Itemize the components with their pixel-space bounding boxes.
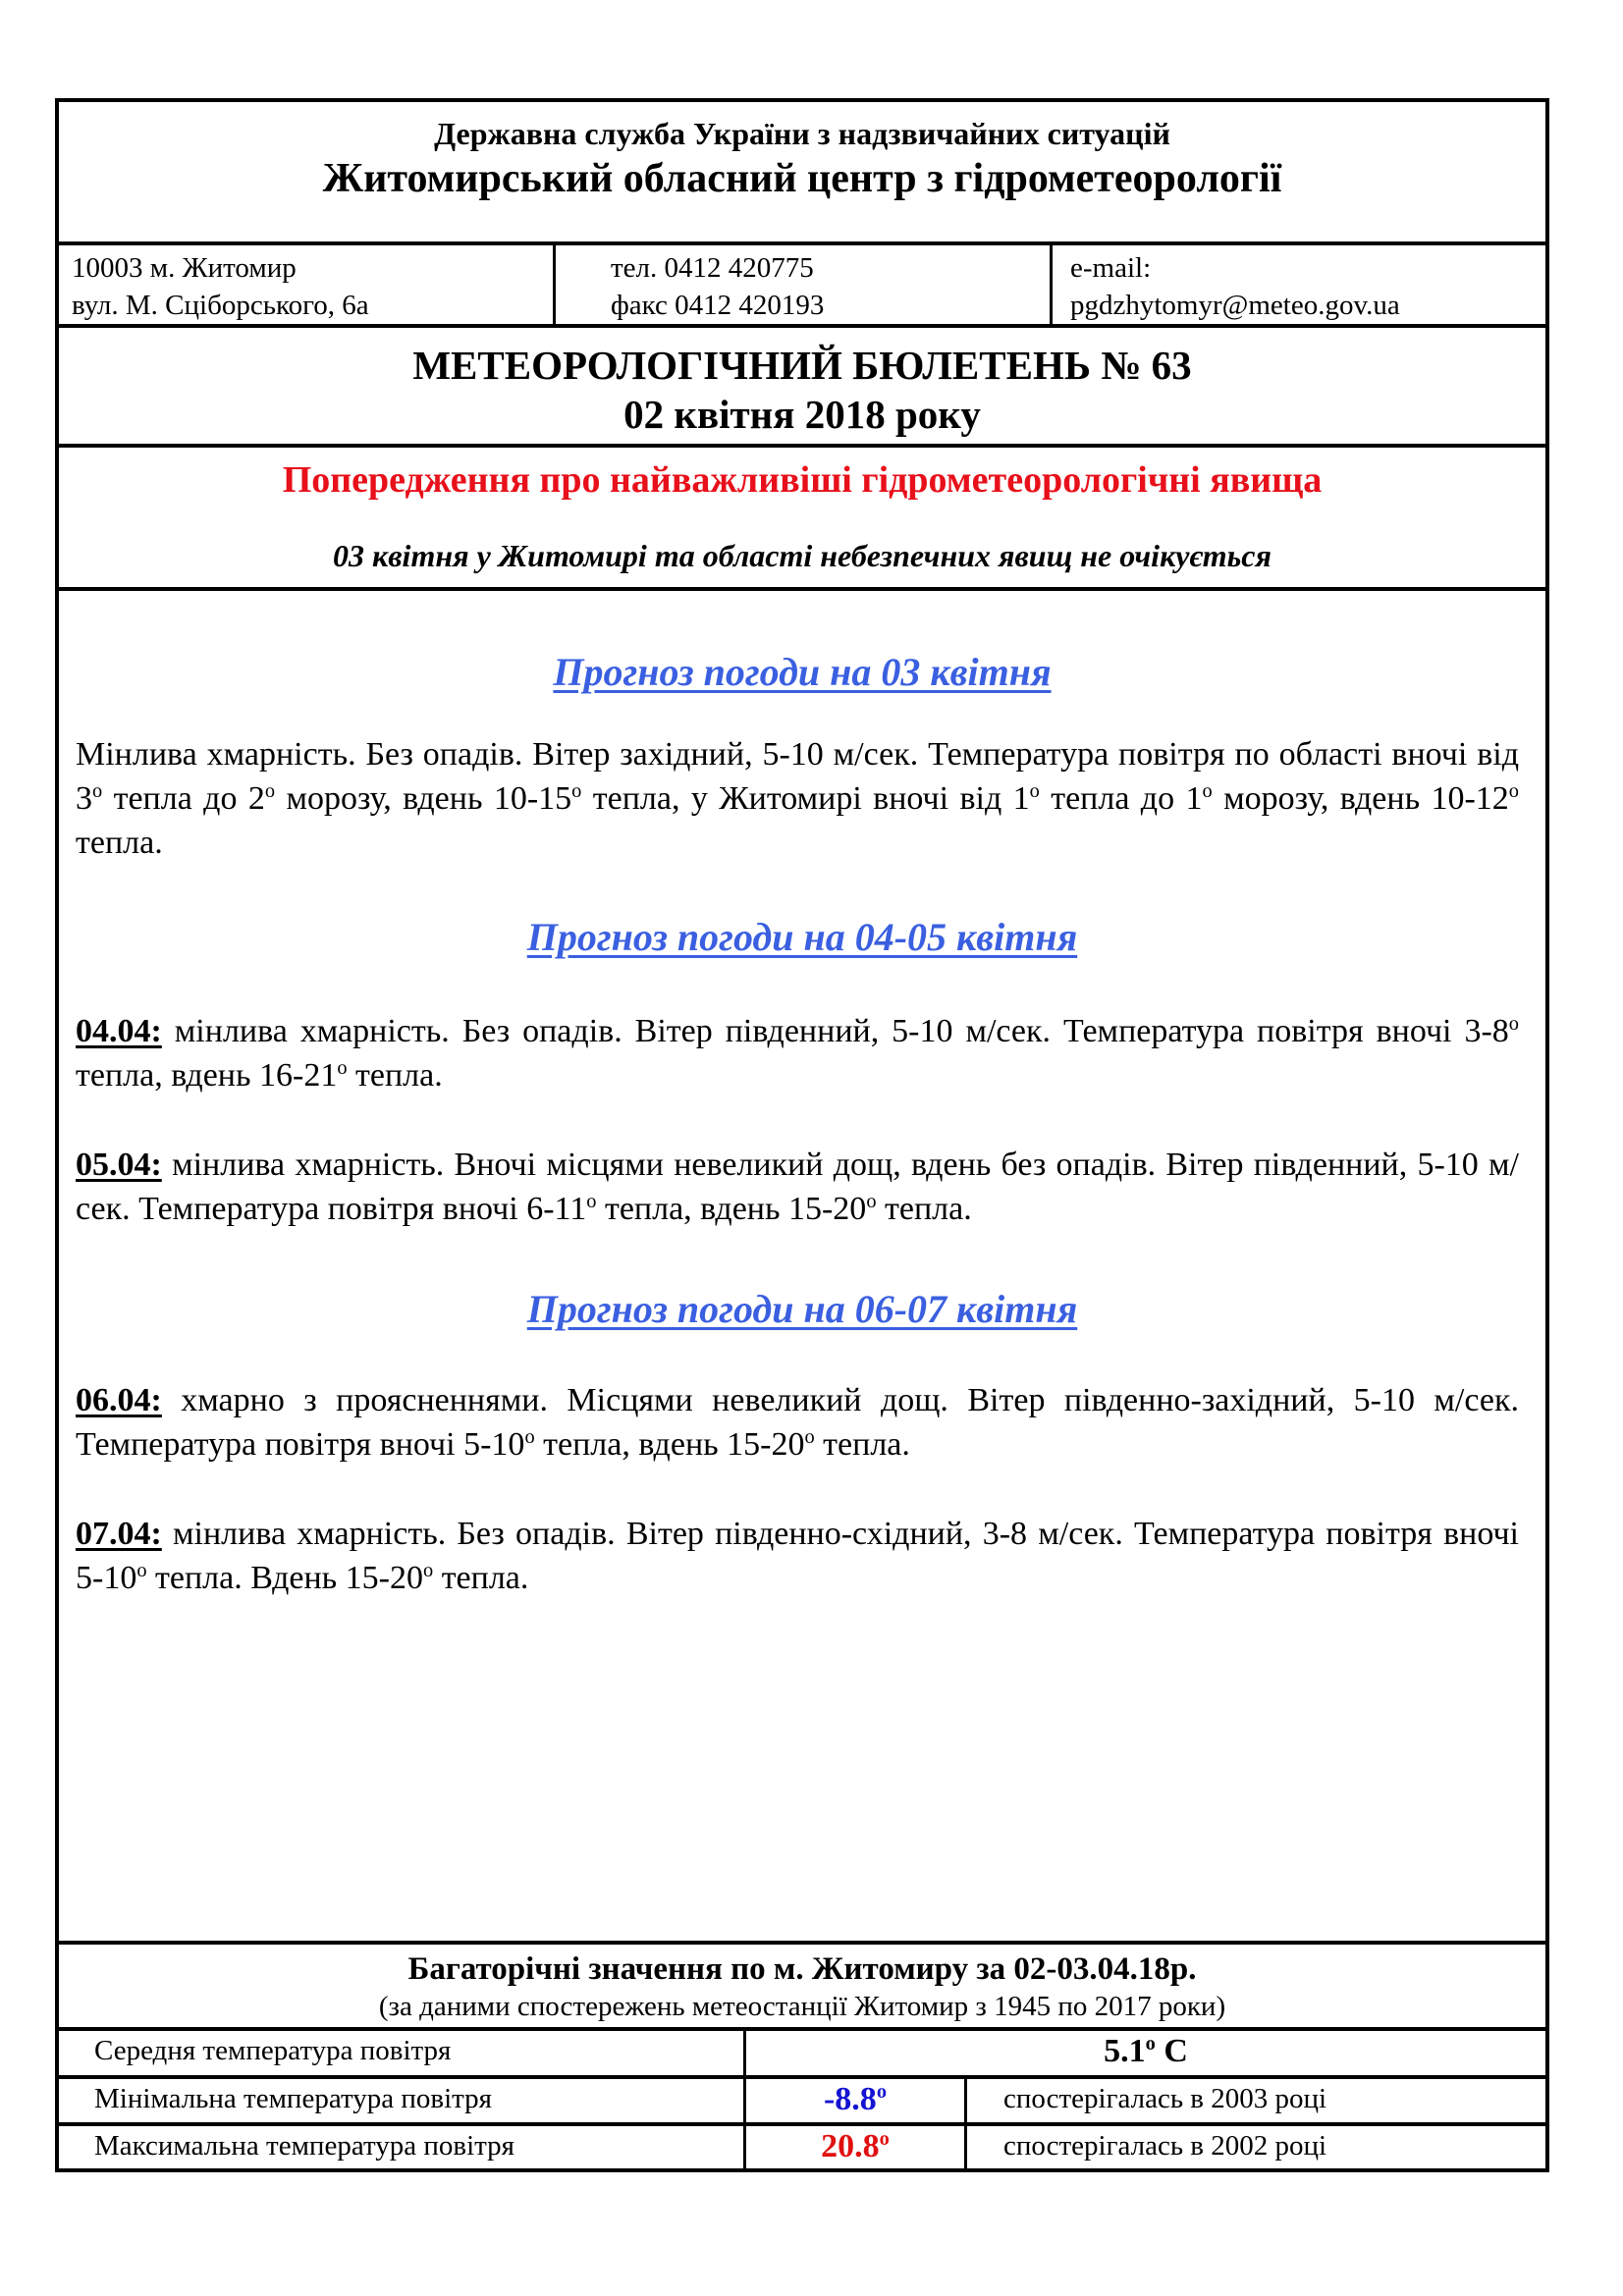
max-temp-note: спостерігалась в 2002 році — [1003, 2130, 1327, 2162]
degree-sign: o — [264, 779, 276, 802]
degree-sign: o — [876, 2080, 888, 2103]
forecast-text: тепла, вдень 15-20 — [534, 1426, 805, 1463]
warning-title: Попередження про найважливіші гідрометеорологічні явища — [282, 459, 1323, 501]
forecast-day-label: 07.04: — [76, 1516, 162, 1552]
forecast-day-label: 06.04: — [76, 1382, 162, 1418]
degree-sign: o — [804, 1425, 815, 1448]
email-address[interactable]: pgdzhytomyr@meteo.gov.ua — [1070, 290, 1400, 321]
max-temp-value — [746, 2124, 964, 2168]
forecast-text: тепла. — [876, 1191, 972, 1227]
forecast-text: тепла, вдень 16-21 — [76, 1057, 338, 1094]
forecast-heading-text: Прогноз погоди на 03 квітня — [553, 650, 1052, 694]
email-label: e-mail: — [1070, 252, 1152, 284]
divider — [59, 444, 1545, 448]
forecast-day-label: 05.04: — [76, 1147, 162, 1183]
min-temp-note: спостерігалась в 2003 році — [1003, 2083, 1327, 2114]
forecast-text: мінлива хмарність. Без опадів. Вітер південно-східний, 3-8 м/сек. Температура повітря вночі 5-10 — [76, 1516, 1519, 1596]
forecast-text: тепла. Вдень 15-20 — [146, 1560, 423, 1596]
forecast-text: тепла до 2 — [102, 780, 265, 817]
forecast-heading-04-05 — [59, 914, 1545, 961]
degree-sign: o — [866, 1190, 877, 1212]
divider — [59, 587, 1545, 591]
forecast-text: морозу, вдень 10-15 — [275, 780, 572, 817]
divider — [553, 241, 556, 326]
stats-subtitle: (за даними спостережень метеостанції Житомир з 1945 по 2017 роки) — [378, 1991, 1226, 2022]
forecast-heading-03 — [59, 649, 1545, 696]
avg-temp-unit: C — [1155, 2033, 1188, 2069]
forecast-text: хмарно з проясненнями. Місцями невеликий дощ. Вітер південно-західний, 5-10 м/сек. Температура повітря вночі 5-10 — [76, 1382, 1519, 1463]
forecast-text: тепла, вдень 15-20 — [596, 1191, 867, 1227]
warning-text: 03 квітня у Житомирі та області небезпечних явищ не очікується — [333, 538, 1271, 573]
forecast-paragraph — [76, 1512, 1519, 1600]
degree-sign: o — [1145, 2032, 1156, 2055]
degree-sign: o — [1202, 779, 1213, 802]
max-temp-number: 20.8 — [821, 2128, 880, 2164]
degree-sign: o — [136, 1559, 147, 1581]
address-block — [72, 249, 369, 324]
avg-temp-label: Середня температура повітря — [94, 2035, 452, 2066]
degree-sign: o — [571, 779, 582, 802]
forecast-text: мінлива хмарність. Вночі місцями невеликий дощ, вдень без опадів. Вітер південний, 5-10 м/сек. Температура повітря вночі 6-11 — [76, 1147, 1519, 1227]
forecast-heading-text: Прогноз погоди на 04-05 квітня — [526, 915, 1078, 959]
bulletin-title: МЕТЕОРОЛОГІЧНИЙ БЮЛЕТЕНЬ № 63 — [412, 343, 1192, 388]
avg-temp-number: 5.1 — [1104, 2033, 1146, 2069]
degree-sign: o — [92, 779, 103, 802]
forecast-text: тепла, у Житомирі вночі від 1 — [581, 780, 1030, 817]
forecast-text: тепла. — [433, 1560, 529, 1596]
divider — [59, 324, 1545, 328]
min-temp-label: Мінімальна температура повітря — [94, 2083, 492, 2114]
min-temp-value — [746, 2077, 964, 2121]
forecast-text: тепла. — [814, 1426, 910, 1463]
min-temp-number: -8.8 — [823, 2081, 877, 2117]
bulletin-frame — [55, 98, 1549, 2172]
forecast-text: мінлива хмарність. Без опадів. Вітер південний, 5-10 м/сек. Температура повітря вночі 3-8 — [161, 1013, 1509, 1049]
forecast-paragraph — [76, 1143, 1519, 1231]
forecast-heading-text: Прогноз погоди на 06-07 квітня — [526, 1287, 1078, 1331]
forecast-day-label: 04.04: — [76, 1013, 162, 1049]
forecast-text: Мінлива хмарність. Без опадів. Вітер західний, 5-10 м/сек. Температура повітря по області вночі від 3 — [76, 736, 1519, 817]
forecast-text: тепла до 1 — [1039, 780, 1203, 817]
bulletin-date: 02 квітня 2018 року — [623, 392, 981, 437]
degree-sign: o — [1508, 1012, 1519, 1035]
address-line-2: вул. М. Сціборського, 6а — [72, 290, 369, 321]
divider — [1050, 241, 1053, 326]
max-temp-label: Максимальна температура повітря — [94, 2130, 514, 2162]
degree-sign: o — [879, 2127, 890, 2150]
forecast-paragraph — [76, 732, 1519, 865]
address-line-1: 10003 м. Житомир — [72, 252, 297, 284]
degree-sign: o — [524, 1425, 535, 1448]
degree-sign: o — [1029, 779, 1040, 802]
forecast-paragraph — [76, 1009, 1519, 1097]
phone-block — [611, 249, 824, 324]
divider — [59, 241, 1545, 245]
email-block — [1070, 249, 1400, 324]
forecast-paragraph — [76, 1378, 1519, 1467]
center-name: Житомирський обласний центр з гідрометеорології — [322, 156, 1282, 201]
stats-title: Багаторічні значення по м. Житомиру за 02-03.04.18р. — [407, 1951, 1197, 1987]
agency-name: Державна служба України з надзвичайних ситуацій — [434, 116, 1170, 151]
divider — [59, 1941, 1545, 1945]
phone-number: тел. 0412 420775 — [611, 252, 814, 284]
forecast-text: тепла. — [347, 1057, 443, 1094]
degree-sign: o — [1508, 779, 1519, 802]
avg-temp-value — [746, 2029, 1545, 2073]
forecast-text: тепла. — [76, 825, 163, 861]
forecast-heading-06-07 — [59, 1286, 1545, 1333]
degree-sign: o — [337, 1056, 348, 1079]
degree-sign: o — [586, 1190, 597, 1212]
forecast-text: морозу, вдень 10-12 — [1212, 780, 1509, 817]
degree-sign: o — [422, 1559, 434, 1581]
fax-number: факс 0412 420193 — [611, 290, 825, 321]
